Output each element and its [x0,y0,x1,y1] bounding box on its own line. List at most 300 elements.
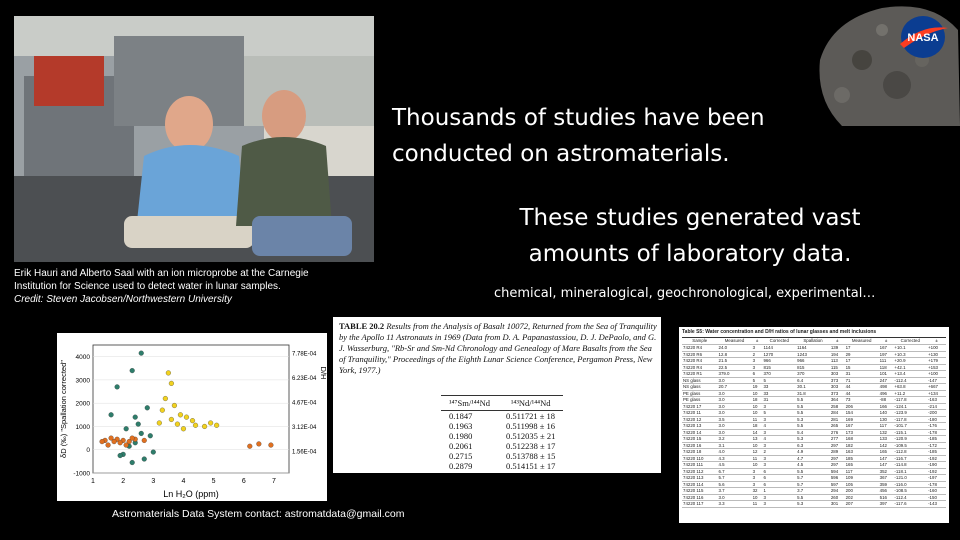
table-cell: 594 [830,468,845,475]
table-cell: 74220 113 [682,475,718,482]
table-cell: 258 [830,403,845,410]
table-cell: 194 [830,351,845,358]
table-cell: 6 [762,475,796,482]
scatter-point [169,381,174,386]
table-cell: 0.511998 ± 16 [506,421,556,431]
table-cell: 33 [762,390,796,397]
caption-line-1: Erik Hauri and Alberto Saal with an ion microprobe at the Carnegie [14,268,309,279]
table-cell: 113 [830,358,845,365]
table-header: ± [879,338,894,345]
scatter-point [130,368,135,373]
table-cell: 1 [762,488,796,495]
table-cell: 373 [830,390,845,397]
table-cell: 0.2715 [449,451,473,461]
table-cell: 5 [762,410,796,417]
table-cell: 15 [845,364,879,371]
table-cell: 1270 [762,351,796,358]
scatter-point [181,426,186,431]
table-cell: +11.2 [893,390,927,397]
table-cell: 2 [762,449,796,456]
table-cell: 74220 18 [682,449,718,456]
table-cell: 5 [762,377,796,384]
scatter-point [142,438,147,443]
nasa-logo-text: NASA [907,32,939,44]
y-tick-label: -1000 [73,470,90,478]
table-cell: 247 [879,377,894,384]
x-tick-label: 2 [121,478,126,485]
table-cell: 31 [762,397,796,404]
nasa-logo [896,14,950,60]
table-cell: 5.3 [796,436,830,443]
table-cell: 284 [830,410,845,417]
table-cell: 397 [879,501,894,508]
table-cell: 10 [752,462,763,469]
table-cell: 966 [762,358,796,365]
table-cell: 367 [879,475,894,482]
scatter-point [100,439,105,444]
scatter-point [256,442,261,447]
table-cell: 379.0 [718,371,752,378]
table-cell: -147 [927,377,946,384]
table-cell: 359 [879,481,894,488]
table-cell: 3.7 [796,488,830,495]
y-tick-label: 3000 [75,377,90,385]
table-cell: 3.0 [718,494,752,501]
scatter-point [112,439,117,444]
table-cell: 1243 [796,351,830,358]
table-s5 [679,327,949,523]
scatter-point [184,415,189,420]
table-20-2-caption: Results from the Analysis of Basalt 10072, Returned from the Sea of Tranquility by the Apollo 11 Astronauts in 1969 (Data from D. A. Papanastassiou, D. J. DePaolo, and G. J. Wasserburg, "Rb-Sr and Sm-Nd Chronology and Genealogy of Mare Basalts from the Sea of Tranquility," Proceedings of the Eighth Lunar Science Conference, Pergamon Press, New York, 1977.) [339,321,657,375]
table-cell: 182 [845,442,879,449]
table-cell: 168 [845,436,879,443]
scatter-chart [57,333,327,501]
table-cell: 117 [879,423,894,430]
table-cell: 6 [762,468,796,475]
scatter-point [148,433,153,438]
table-cell: -112.4 [893,494,927,501]
table-cell: 10 [752,403,763,410]
table-cell: -185 [927,449,946,456]
table-cell: 200 [845,488,879,495]
table-cell: 5.4 [796,429,830,436]
scatter-point [193,423,198,428]
table-cell: 74220 14 [682,429,718,436]
table-cell: 3.0 [718,390,752,397]
table-cell: -112.8 [893,449,927,456]
table-cell: -176 [927,423,946,430]
table-s5-grid [682,337,946,508]
table-cell: 3 [752,481,763,488]
chart-y-axis-label: δD (‰) "Spallation corrected" [59,360,68,458]
table-cell: 5.5 [796,494,830,501]
table-cell: 4.5 [796,462,830,469]
table-cell: 6.4 [796,377,830,384]
table-cell: 297 [830,462,845,469]
table-cell: -109.5 [893,442,927,449]
table-cell: -116.0 [893,481,927,488]
table-cell: 165 [879,449,894,456]
scatter-point [151,450,156,455]
table-cell: 3.0 [718,403,752,410]
table-cell: 5.5 [796,403,830,410]
table-cell: 115 [830,364,845,371]
table-cell: -192 [927,468,946,475]
table-cell: 4 [762,436,796,443]
table-header: ± [830,338,845,345]
table-cell: 3.0 [718,423,752,430]
table-cell: 202 [845,494,879,501]
table-cell: 4.7 [796,455,830,462]
table-cell: 3.0 [718,429,752,436]
table-cell: 516 [879,494,894,501]
table-cell: 166 [879,403,894,410]
scatter-point [269,443,274,448]
table-cell: 74220 R4 [682,358,718,365]
y-tick-label: 4000 [75,354,90,362]
table-cell: 24.0 [718,345,752,352]
x-tick-label: 4 [181,478,186,485]
table-cell: 10 [752,390,763,397]
table-cell: 370 [762,371,796,378]
table-cell: +10.3 [893,351,927,358]
table-cell: 74220 13 [682,423,718,430]
table-cell: 3 [752,468,763,475]
table-cell: 4.0 [718,449,752,456]
scatter-point [130,436,135,441]
table-cell: 74220 111 [682,462,718,469]
table-cell: 71 [845,377,879,384]
table-cell: 19 [752,384,763,391]
table-cell: 109 [845,475,879,482]
table-cell: 29 [845,351,879,358]
table-cell: -178 [927,429,946,436]
scatter-point [178,412,183,417]
table-cell: 11 [752,501,763,508]
table-cell: 22.5 [718,364,752,371]
table-20-2-grid [441,395,563,471]
table-cell: 74220 117 [682,501,718,508]
scatter-point [124,443,129,448]
table-cell: 4 [762,423,796,430]
table-cell: 496 [879,390,894,397]
table-cell: 117 [845,468,879,475]
table-cell: 10 [752,410,763,417]
table-cell: -192 [927,455,946,462]
scatter-point [133,415,138,420]
table-cell: -180 [927,416,946,423]
table-cell: 352 [879,468,894,475]
table-cell: 0.513788 ± 15 [506,451,556,461]
table-cell: -117.6 [893,501,927,508]
table-row [441,451,563,461]
table-cell: +42.1 [893,364,927,371]
table-cell: 3 [752,475,763,482]
table-cell: 74220 115 [682,488,718,495]
x-tick-label: 5 [211,478,216,485]
table-cell: 277 [830,436,845,443]
table-cell: 31.8 [796,390,830,397]
table-cell: 3 [752,358,763,365]
table-header: Sample [682,338,718,345]
table-cell: 3 [762,494,796,501]
table-cell: 4.5 [718,462,752,469]
table-row [441,411,563,422]
scatter-point [208,421,213,426]
table-20-2-header: ¹⁴³Nd/¹⁴⁴Nd [498,396,563,411]
scatter-point [106,443,111,448]
table-cell: 5.5 [796,410,830,417]
x-tick-label: 3 [151,478,156,485]
table-cell: 294 [830,488,845,495]
scatter-point [172,403,177,408]
table-cell: 370 [796,371,830,378]
scatter-point [124,426,129,431]
table-cell: 0.2879 [449,461,473,471]
scientists-photo [14,16,374,262]
table-cell: 118 [879,364,894,371]
table-cell: 276 [830,429,845,436]
scatter-point [190,418,195,423]
table-header: ± [927,338,946,345]
table-cell: NS glass [682,377,718,384]
table-cell: 3.7 [718,488,752,495]
table-cell: -108.5 [893,488,927,495]
x-tick-label: 7 [271,478,276,485]
table-cell: 163 [845,449,879,456]
table-cell: 297 [830,442,845,449]
table-cell: -117.8 [893,416,927,423]
table-cell: 3 [762,455,796,462]
table-cell: 74220 114 [682,481,718,488]
table-cell: 2 [752,351,763,358]
table-cell: 74220 R6 [682,351,718,358]
table-cell: 373 [830,377,845,384]
table-cell: 74220 R1 [682,371,718,378]
table-cell: PE glass [682,390,718,397]
table-cell: 815 [762,364,796,371]
table-cell: 12 [752,449,763,456]
table-cell: 105 [845,481,879,488]
table-cell: 966 [796,358,830,365]
scatter-point [247,444,252,449]
table-cell: -118.1 [893,468,927,475]
table-row [441,431,563,441]
y-tick-label: 2000 [75,400,90,408]
table-cell: 74220 R4 [682,345,718,352]
table-cell: 14 [752,429,763,436]
y2-tick-label: 1.56E-04 [292,449,317,456]
table-cell: 173 [845,429,879,436]
table-cell: 498 [879,384,894,391]
table-cell: 5 [752,377,763,384]
scatter-point [142,457,147,462]
table-cell: 3 [762,403,796,410]
table-cell: 289 [830,449,845,456]
table-cell: -143 [927,501,946,508]
table-cell: 596 [830,475,845,482]
caption-credit: Credit: Steven Jacobsen/Northwestern University [14,294,232,305]
chart-y2-axis-label: D/H [319,366,328,380]
y-tick-label: 0 [86,447,90,455]
table-cell: 130 [879,416,894,423]
scatter-point [115,384,120,389]
table-cell: 169 [845,416,879,423]
table-cell: 18 [752,397,763,404]
table-cell: -117.8 [893,397,927,404]
table-cell: 12.8 [718,351,752,358]
table-cell: -163 [927,397,946,404]
scatter-point [136,422,141,427]
contact-info: Astromaterials Data System contact: astromatdata@gmail.com [112,508,405,520]
table-cell: 5.5 [796,468,830,475]
table-cell: 13 [752,436,763,443]
table-cell: 147 [879,462,894,469]
table-cell: 3 [762,442,796,449]
table-cell: 167 [845,423,879,430]
scatter-point [160,408,165,413]
data-types-subline: chemical, mineralogical, geochronological, experimental… [494,286,876,301]
table-cell: 3 [752,364,763,371]
table-cell: +10.1 [893,345,927,352]
table-cell: 5.7 [796,475,830,482]
table-cell: -101.7 [893,423,927,430]
table-cell: 281 [830,416,845,423]
table-cell: +153 [927,364,946,371]
table-cell: 74220 17 [682,403,718,410]
table-cell: 5.5 [796,397,830,404]
table-cell: 3 [762,501,796,508]
table-cell: 3 [762,416,796,423]
table-cell: 301 [830,501,845,508]
table-cell: 139 [830,345,845,352]
table-cell: 4.3 [718,455,752,462]
table-cell: 74220 112 [682,468,718,475]
scatter-point [109,412,114,417]
table-cell: 44 [845,390,879,397]
table-cell: 3 [762,462,796,469]
table-cell: 260 [830,494,845,501]
table-cell: 1144 [762,345,796,352]
table-cell: 101 [879,371,894,378]
table-cell: +100 [927,371,946,378]
table-cell: -200 [927,410,946,417]
table-cell: +130 [927,351,946,358]
table-cell: 3.0 [718,377,752,384]
table-cell: 165 [845,462,879,469]
table-cell: 206 [845,403,879,410]
table-cell: 207 [845,501,879,508]
table-cell: -178 [927,481,946,488]
scatter-point [118,453,123,458]
table-cell: -114.8 [893,462,927,469]
table-cell: 3.0 [718,410,752,417]
table-cell: 5.5 [796,423,830,430]
table-cell: 0.512238 ± 17 [506,441,556,451]
y2-tick-label: 6.23E-04 [292,376,317,382]
table-cell: 21.5 [718,358,752,365]
table-s5-title: Table S5: Water concentration and D/H ratios of lunar glasses and melt inclusions [682,329,877,335]
table-cell: +179 [927,358,946,365]
table-cell: +134 [927,390,946,397]
table-cell: 74220 15 [682,436,718,443]
table-cell: -121.0 [893,475,927,482]
table-cell: 3 [762,429,796,436]
table-cell: 11 [752,416,763,423]
scatter-point [157,421,162,426]
table-cell: -123.9 [893,410,927,417]
table-cell: +20.9 [893,358,927,365]
y2-tick-label: 3.12E-04 [292,425,317,431]
table-cell: 5.3 [796,501,830,508]
table-cell: 142 [879,442,894,449]
table-cell: 6 [752,371,763,378]
table-cell: +13.4 [893,371,927,378]
table-cell: 73 [845,397,879,404]
y-tick-label: 1000 [75,423,90,431]
table-cell: -115.1 [893,429,927,436]
table-cell: 10 [752,494,763,501]
table-cell: 74220 110 [682,455,718,462]
table-cell: 30.1 [796,384,830,391]
table-cell: 140 [879,410,894,417]
table-header: ± [752,338,763,345]
table-cell: -160 [927,488,946,495]
table-cell: 11 [752,455,763,462]
table-cell: 74220 116 [682,494,718,501]
x-tick-label: 1 [91,478,95,485]
caption-line-2: Institution for Science used to detect water in lunar samples. [14,281,281,292]
table-cell: 0.511721 ± 18 [506,411,556,421]
table-cell: 297 [830,455,845,462]
table-cell: 74220 11 [682,410,718,417]
table-cell: 20.7 [718,384,752,391]
table-cell: 0.514151 ± 17 [506,461,556,471]
table-cell: 111 [879,358,894,365]
table-cell: +667 [927,384,946,391]
table-cell: 33 [762,384,796,391]
table-cell: 303 [830,371,845,378]
table-cell: 3.2 [718,436,752,443]
table-cell: 18 [752,423,763,430]
table-cell: 6 [762,481,796,488]
table-cell: 815 [796,364,830,371]
table-row [441,421,563,431]
y2-tick-label: 7.78E-04 [292,351,317,358]
table-20-2-title [339,321,657,376]
scatter-point [139,351,144,356]
table-cell: 10 [752,442,763,449]
table-cell: 132 [879,429,894,436]
table-cell: -112.4 [893,377,927,384]
table-cell: 17 [845,345,879,352]
table-cell: 154 [845,410,879,417]
table-cell: 6.3 [796,442,830,449]
scatter-point [202,424,207,429]
table-20-2-label: TABLE 20.2 [339,321,385,331]
x-tick-label: 6 [241,478,246,485]
table-header: Measured [718,338,752,345]
table-cell: 0.1847 [449,411,473,421]
table-cell: 5.3 [796,416,830,423]
table-cell: 1164 [796,345,830,352]
table-cell: 0.2061 [449,441,473,451]
table-cell: 4.9 [796,449,830,456]
scatter-point [175,422,180,427]
table-cell: 303 [830,384,845,391]
table-cell: 0.1963 [449,421,473,431]
table-cell: -214 [927,403,946,410]
